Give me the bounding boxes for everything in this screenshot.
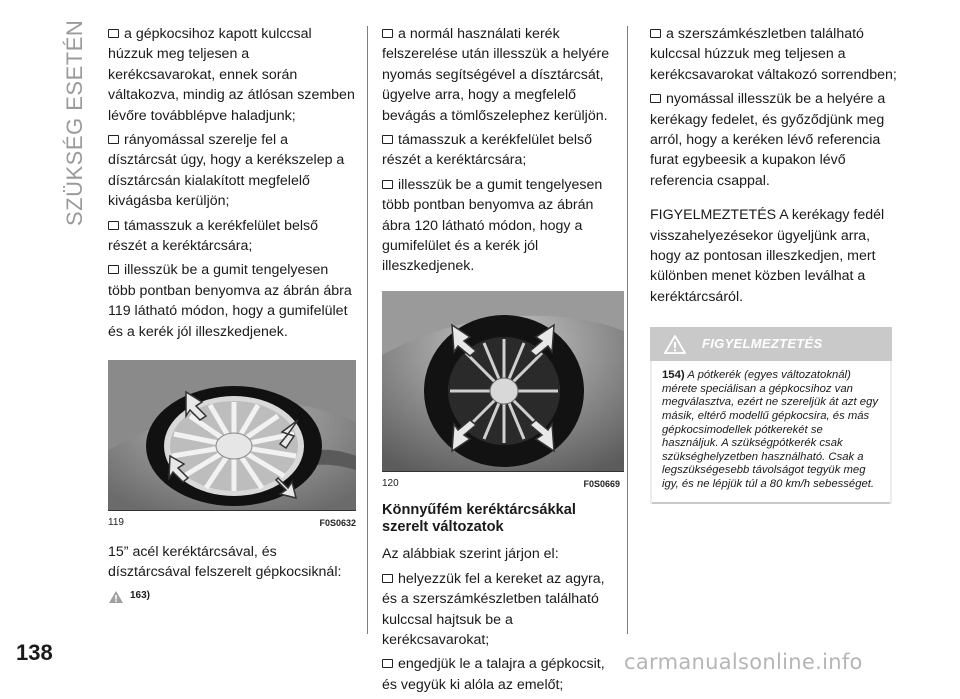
checkbox-bullet-icon bbox=[108, 221, 119, 230]
paragraph: 15” acél keréktárcsával, és dísztárcsával felszerelt gépkocsiknál: bbox=[108, 543, 342, 580]
checkbox-bullet-icon bbox=[108, 265, 119, 274]
checkbox-bullet-icon bbox=[382, 135, 393, 144]
bullet-item: a szerszámkészletben található kulccsal húzzuk meg teljesen a kerékcsavarokat váltakozó sorrendben; bbox=[650, 26, 897, 83]
column-1 bbox=[108, 24, 356, 607]
warning-box-body: 154) A pótkerék (egyes változatoknál) mérete speciálisan a gépkocsihoz van megválasztva, ezért ne szereljük át azt egy másik, eltérő modellű gépkocsira, és más gépkocsimodellek pótkerekét se használjuk. A szükségpótkerék csak szükséghelyzetben használható. Csak a legszükségesebb távolságot tegyük meg igy, és ne lépjük túl a 80 km/h sebességet. bbox=[652, 361, 890, 503]
bullet-item: támasszuk a kerékfelület belső részét a keréktárcsára; bbox=[382, 132, 592, 169]
page-number: 138 bbox=[16, 640, 53, 665]
warning-reference: 163) bbox=[108, 586, 356, 606]
warning-triangle-icon bbox=[108, 590, 124, 604]
bullet-item: helyezzük fel a kereket az agyra, és a szerszámkészletben található kulccsal hajtsuk be a kerékcsavarokat; bbox=[382, 570, 605, 648]
checkbox-bullet-icon bbox=[108, 135, 119, 144]
checkbox-bullet-icon bbox=[382, 29, 393, 38]
figure-119 bbox=[108, 360, 356, 511]
section-heading: Könnyűfém keréktárcsákkal szerelt változatok bbox=[382, 502, 576, 536]
bullet-item: a normál használati kerék felszerelése után illesszük a helyére nyomás segítségével a dísztárcsát, ügyelve arra, hogy a megfelelő bevágás a tömlőszelephez kerüljön. bbox=[382, 26, 610, 124]
figure-120 bbox=[382, 291, 624, 472]
paragraph: Az alábbiak szerint járjon el: bbox=[382, 546, 559, 563]
warning-triangle-icon bbox=[664, 335, 686, 354]
warning-box bbox=[650, 327, 892, 503]
bullet-item: illesszük be a gumit tengelyesen több pontban benyomva az ábrán ábra 120 látható módon, hogy a gumifelület és a kerék jól illeszkedjenek. bbox=[382, 176, 603, 275]
column-separator bbox=[627, 26, 628, 634]
checkbox-bullet-icon bbox=[650, 29, 661, 38]
bullet-item: rányomással szerelje fel a dísztárcsát úgy, hogy a kerékszelep a dísztárcsán kialakított megfelelő kivágásba kerüljön; bbox=[108, 132, 345, 210]
checkbox-bullet-icon bbox=[382, 180, 393, 189]
checkbox-bullet-icon bbox=[382, 659, 393, 668]
checkbox-bullet-icon bbox=[382, 574, 393, 583]
bullet-item: nyomással illesszük be a helyére a kerékagy fedelet, és győződjünk meg arról, hogy a keréken lévő referencia furat egybeesik a kupakon lévő referencia csappal. bbox=[650, 91, 886, 189]
column-separator bbox=[367, 26, 368, 634]
bullet-item: illesszük be a gumit tengelyesen több pontban benyomva az ábrán ábra 119 látható módon, hogy a gumifelület és a kerék jól illeszkedjenek. bbox=[108, 262, 352, 340]
section-title-vertical: SZÜKSÉG ESETÉN bbox=[62, 19, 87, 226]
figure-caption: 119 F0S0632 bbox=[108, 517, 356, 529]
alloy-wheel-illustration bbox=[382, 291, 624, 471]
warning-box-header: FIGYELMEZTETÉS bbox=[650, 327, 892, 361]
figure-caption: 120 F0S0669 bbox=[382, 477, 620, 489]
column-3 bbox=[650, 24, 902, 504]
column-2 bbox=[382, 24, 620, 699]
bullet-item: támasszuk a kerékfelület belső részét a keréktárcsára; bbox=[108, 217, 318, 255]
checkbox-bullet-icon bbox=[650, 94, 661, 103]
wheel-cover-illustration bbox=[108, 360, 356, 510]
note-paragraph: FIGYELMEZTETÉS A kerékagy fedél visszahelyezésekor ügyeljünk arra, hogy az pontosan illeszkedjen, mert különben menet közben leválhat a keréktárcsáról. bbox=[650, 207, 885, 305]
checkbox-bullet-icon bbox=[108, 29, 119, 38]
bullet-item: engedjük le a talajra a gépkocsit, és vegyük ki alóla az emelőt; bbox=[382, 656, 605, 693]
bullet-item: a gépkocsihoz kapott kulccsal húzzuk meg teljesen a kerékcsavarokat, ennek során váltakozva, mindig az átlósan szemben lévőre továbblépve haladjunk; bbox=[108, 26, 355, 124]
watermark: carmanualsonline.info bbox=[624, 650, 863, 674]
